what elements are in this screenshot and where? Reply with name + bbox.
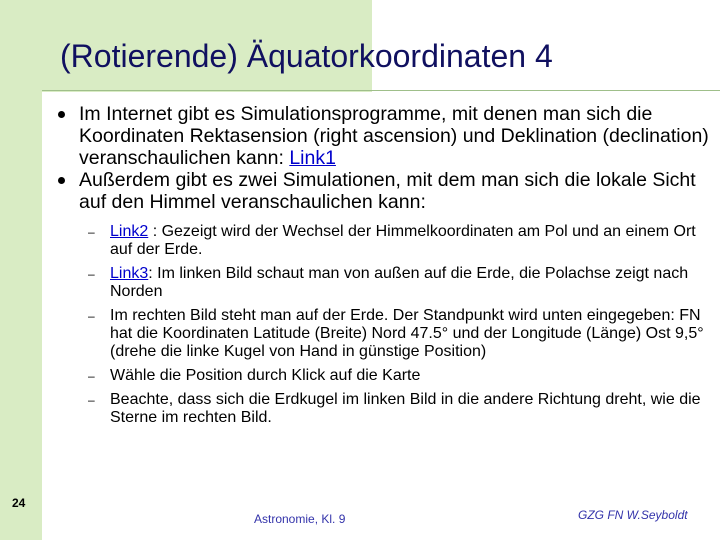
dash-icon: – (88, 225, 95, 239)
sub-bullet-text: Im rechten Bild steht man auf der Erde. Der Standpunkt wird unten eingegeben: FN hat die Koordinaten Latitude (Breite) Nord 47.5° und der Longitude (Länge) Ost 9,5° (drehe die linke Kugel von Hand in günstige Position) (110, 307, 704, 360)
sub-bullet-item (88, 223, 718, 259)
sub-bullet-item (88, 307, 718, 361)
left-accent-strip (0, 0, 42, 540)
sub-bullet-list (58, 223, 718, 427)
footer-author: GZG FN W.Seyboldt (578, 508, 688, 522)
bullet-dot-icon (58, 177, 65, 184)
bullet-item (58, 169, 718, 213)
dash-icon: – (88, 309, 95, 323)
sub-bullet-item (88, 391, 718, 427)
bullet-dot-icon (58, 111, 65, 118)
footer-course: Astronomie, Kl. 9 (254, 512, 346, 526)
sub-bullet-text: : Gezeigt wird der Wechsel der Himmelkoordinaten am Pol und an einem Ort auf der Erde. (110, 223, 696, 258)
bullet-text: Im Internet gibt es Simulationsprogramme, mit denen man sich die Koordinaten Rektasension (right ascension) und Deklination (declination) veranschaulichen kann: (79, 103, 709, 169)
sub-bullet-text: : Im linken Bild schaut man von außen auf die Erde, die Polachse zeigt nach Norden (110, 265, 689, 300)
slide-title: (Rotierende) Äquatorkoordinaten 4 (60, 38, 553, 74)
bullet-text: Außerdem gibt es zwei Simulationen, mit dem man sich die lokale Sicht auf den Himmel veranschaulichen kann: (79, 169, 696, 213)
bullet-list (58, 103, 718, 433)
link-2[interactable]: Link2 (110, 223, 149, 240)
title-divider (42, 90, 720, 91)
dash-icon: – (88, 267, 95, 281)
sub-bullet-item (88, 367, 718, 385)
link-3[interactable]: Link3 (110, 265, 149, 282)
link-1[interactable]: Link1 (289, 147, 336, 169)
page-number: 24 (12, 496, 26, 510)
dash-icon: – (88, 369, 95, 383)
bullet-item (58, 103, 718, 169)
sub-bullet-text: Wähle die Position durch Klick auf die Karte (110, 367, 421, 384)
sub-bullet-item (88, 265, 718, 301)
dash-icon: – (88, 393, 95, 407)
sub-bullet-text: Beachte, dass sich die Erdkugel im linken Bild in die andere Richtung dreht, wie die Sterne im rechten Bild. (110, 391, 701, 426)
